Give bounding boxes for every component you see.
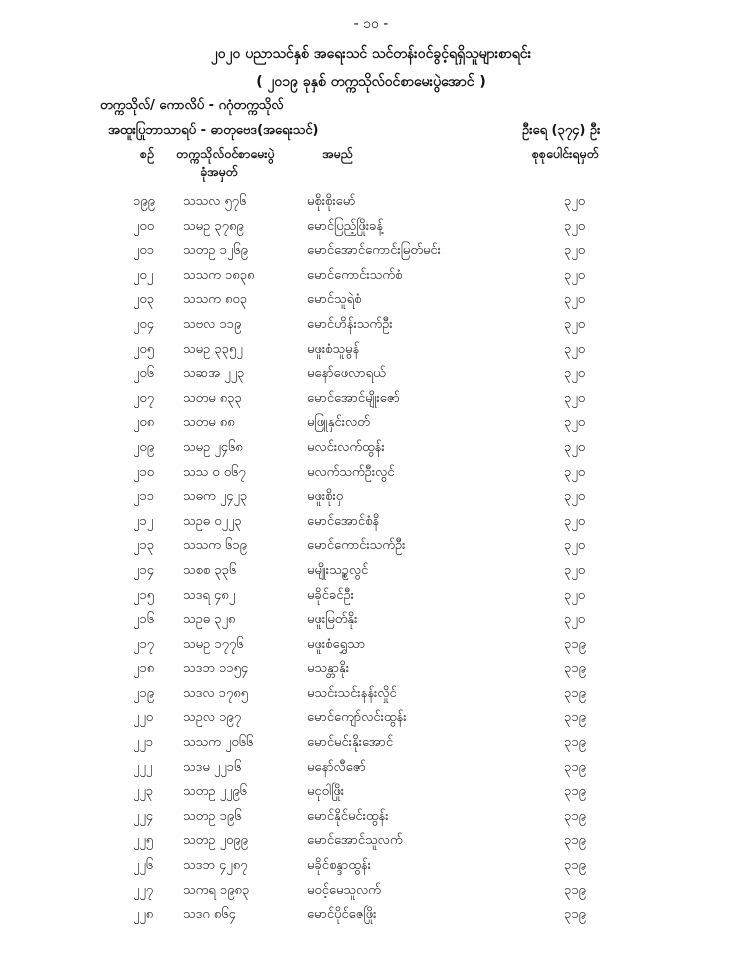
header-serial-no: စဉ် <box>140 146 154 161</box>
row-student-name: မောင်အောင်စံနိ <box>307 513 380 529</box>
document-subtitle: ( ၂၀၁၉ ခုနှစ် တက္ကသိုလ်ဝင်စာမေးပွဲအောင် ) <box>256 74 486 90</box>
row-serial-no: ၂၁၉ <box>133 685 155 701</box>
row-student-name: မောင်နိုင်မင်းထွန်း <box>307 808 389 824</box>
row-serial-no: ၂၀၃ <box>133 292 155 308</box>
row-roll-number: သတဥ ၁၉၆ <box>183 808 242 824</box>
row-total-marks: ၃၁၉ <box>564 858 586 874</box>
row-student-name: မဖူးစံရွှေသာ <box>307 636 366 652</box>
row-total-marks: ၃၁၉ <box>564 710 586 726</box>
row-roll-number: သဓက ၂၄၂၃ <box>183 489 248 505</box>
row-total-marks: ၃၂၀ <box>564 243 586 259</box>
row-serial-no: ၂၁၁ <box>133 489 155 505</box>
table-row <box>0 706 742 731</box>
header-roll-number-2: ခုံအမှတ် <box>200 164 238 179</box>
table-row <box>0 780 742 805</box>
row-roll-number: သသက ၂၀၆၆ <box>183 735 254 751</box>
row-serial-no: ၂၂၄ <box>133 808 154 824</box>
row-total-marks: ၃၂၀ <box>564 390 586 406</box>
table-row <box>0 805 742 830</box>
row-serial-no: ၂၂၀ <box>133 710 154 726</box>
table-row <box>0 756 742 781</box>
table-row <box>0 436 742 461</box>
row-roll-number: သမဥ ၃၇၈၉ <box>183 218 244 234</box>
row-serial-no: ၂၀၂ <box>133 267 154 283</box>
row-roll-number: သတမ ၈၃၃ <box>183 390 242 406</box>
table-row <box>0 608 742 633</box>
row-student-name: မဖြူနှင်းလတ် <box>307 415 370 431</box>
row-student-name: မောင်ပြည့်ဖြိုးခန့် <box>307 218 384 234</box>
row-serial-no: ၂၁၅ <box>133 587 155 603</box>
row-serial-no: ၂၀၆ <box>133 366 155 382</box>
row-roll-number: သတမ ၈၈ <box>183 415 235 431</box>
row-total-marks: ၃၂၀ <box>564 341 586 357</box>
row-total-marks: ၃၁၉ <box>564 882 586 898</box>
row-total-marks: ၃၂၀ <box>564 316 586 332</box>
row-serial-no: ၂၀၇ <box>133 390 155 406</box>
row-total-marks: ၃၁၉ <box>564 636 586 652</box>
row-serial-no: ၂၁၃ <box>133 538 155 554</box>
row-student-name: မဝင့်မေသူလက် <box>307 882 381 898</box>
row-student-name: မနော်ဖေလာရယ် <box>307 366 386 382</box>
row-student-name: မသန္တာနိုး <box>307 661 350 677</box>
row-total-marks: ၃၂၀ <box>564 366 586 382</box>
row-total-marks: ၃၂၀ <box>564 513 586 529</box>
row-student-name: မောင်ဟိန်းသက်ဦး <box>307 316 393 332</box>
table-row <box>0 362 742 387</box>
table-row <box>0 584 742 609</box>
row-student-name: မငုဝါဖြိုး <box>307 784 345 800</box>
row-serial-no: ၂၂၇ <box>133 882 154 898</box>
row-roll-number: သဒဂ ၈၆၄ <box>183 907 236 923</box>
table-row <box>0 485 742 510</box>
row-total-marks: ၃၂၀ <box>564 612 586 628</box>
header-total-marks: စုစုပေါင်းရမှတ် <box>532 146 599 161</box>
row-total-marks: ၃၁၉ <box>564 759 586 775</box>
row-roll-number: သသက ၈၀၃ <box>183 292 248 308</box>
row-serial-no: ၂၁၀ <box>133 464 155 480</box>
row-student-name: မောင်သူရဲစံ <box>307 292 362 308</box>
row-student-name: မနော်လီဇော် <box>307 759 366 775</box>
row-student-name: မစိုးစိုးမော် <box>307 194 356 209</box>
row-serial-no: ၂၁၇ <box>133 636 155 652</box>
page-number: - ၁၀ - <box>353 16 389 32</box>
table-row <box>0 682 742 707</box>
table-row <box>0 190 742 215</box>
document-title: ၂၀၂၀ ပညာသင်နှစ် အရေးသင် သင်တန်းဝင်ခွင့်ရရှိသူများစာရင်း <box>210 46 532 62</box>
row-student-name: မဖူးစိုးဝှ <box>307 489 344 505</box>
row-roll-number: သဒရ ၄၈၂ <box>183 587 236 603</box>
table-row <box>0 534 742 559</box>
row-roll-number: သဥဓ ၀၂၂၃ <box>183 513 242 529</box>
row-total-marks: ၃၁၉ <box>564 735 586 751</box>
row-total-marks: ၃၁၉ <box>564 661 586 677</box>
row-student-name: မောင်အောင်သူလက် <box>307 833 403 849</box>
row-roll-number: သဒလ ၁၇၈၅ <box>183 685 249 701</box>
table-row <box>0 288 742 313</box>
row-roll-number: သစစ ၃၃၆ <box>183 562 237 578</box>
row-student-name: မောင်ကျော်လင်းထွန်း <box>307 710 407 726</box>
row-roll-number: သသ ၀ ၀၆၇ <box>183 464 246 480</box>
row-serial-no: ၂၂၃ <box>133 784 154 800</box>
header-name: အမည် <box>322 146 353 161</box>
row-student-name: မောင်အောင်မျိုးဇော် <box>307 390 400 406</box>
table-row <box>0 633 742 658</box>
row-serial-no: ၂၀၀ <box>133 218 155 234</box>
row-roll-number: သတဥ ၂၂၉၆ <box>183 784 247 800</box>
row-roll-number: သဒဘ ၁၁၅၄ <box>183 661 249 677</box>
row-roll-number: သကရ ၁၉၈၃ <box>183 882 250 898</box>
student-list <box>0 190 742 928</box>
row-student-name: မောင်ကောင်းသက်ဦး <box>307 538 406 554</box>
row-serial-no: ၂၀၁ <box>133 243 155 259</box>
table-row <box>0 657 742 682</box>
row-roll-number: သဥဓ ၃၂၈ <box>183 612 236 628</box>
row-serial-no: ၂၁၂ <box>133 513 154 529</box>
row-total-marks: ၃၂၀ <box>564 587 586 603</box>
row-student-name: မခိုင်စန္ဒာထွန်း <box>307 858 371 874</box>
table-row <box>0 338 742 363</box>
table-row <box>0 239 742 264</box>
row-total-marks: ၃၁၉ <box>564 808 586 824</box>
row-roll-number: သသက ၁၈၃၈ <box>183 267 255 283</box>
row-serial-no: ၂၀၉ <box>133 439 155 455</box>
row-student-name: မလင်းလက်ထွန်း <box>307 439 385 455</box>
table-row <box>0 731 742 756</box>
table-row <box>0 411 742 436</box>
row-student-name: မသင်းသင်းနန်းလှိုင် <box>307 685 397 701</box>
row-student-name: မောင်ကောင်းသက်စံ <box>307 267 403 283</box>
row-student-name: မမျိုးသဥ္စလွင် <box>307 562 369 578</box>
header-roll-number: တက္ကသိုလ်ဝင်စာမေးပွဲ <box>176 146 275 161</box>
row-serial-no: ၂၁၈ <box>133 661 155 677</box>
row-serial-no: ၂၂၅ <box>133 833 154 849</box>
row-serial-no: ၂၀၄ <box>133 316 155 332</box>
row-total-marks: ၃၂၀ <box>564 194 586 209</box>
row-total-marks: ၃၁၉ <box>564 833 586 849</box>
row-serial-no: ၁၉၉ <box>133 194 155 209</box>
row-serial-no: ၂၁၄ <box>133 562 155 578</box>
row-roll-number: သဒမ ၂၂၁၆ <box>183 759 242 775</box>
row-serial-no: ၂၀၅ <box>133 341 155 357</box>
table-row <box>0 854 742 879</box>
row-student-name: မောင်မင်းနိုးအောင် <box>307 735 394 751</box>
row-roll-number: သတဥ ၁၂၆၉ <box>183 243 248 259</box>
table-row <box>0 313 742 338</box>
row-roll-number: သသလ ၅၇၆ <box>183 194 247 209</box>
row-total-marks: ၃၂၀ <box>564 439 586 455</box>
row-serial-no: ၂၂၆ <box>133 858 154 874</box>
row-total-marks: ၃၁၉ <box>564 784 586 800</box>
row-student-name: မဖူးစံသူမွန် <box>307 341 360 357</box>
table-row <box>0 264 742 289</box>
row-student-name: မခိုင်ခင်ဦး <box>307 587 354 603</box>
major-line: အထူးပြုဘာသာရပ် - ဓာတုဗေဒ(အရေးသင်) <box>108 123 319 138</box>
row-student-name: မလက်သက်ဦးလွင် <box>307 464 395 480</box>
table-row <box>0 215 742 240</box>
table-row <box>0 461 742 486</box>
row-total-marks: ၃၂၀ <box>564 464 586 480</box>
table-row <box>0 903 742 928</box>
row-total-marks: ၃၂၀ <box>564 538 586 554</box>
table-row <box>0 829 742 854</box>
row-student-name: မောင်ပိုင်ဇေဖြိုး <box>307 907 377 923</box>
row-roll-number: သမဥ ၂၄၆၈ <box>183 439 243 455</box>
row-total-marks: ၃၂၀ <box>564 489 586 505</box>
row-total-marks: ၃၂၀ <box>564 218 586 234</box>
row-total-marks: ၃၂၀ <box>564 562 586 578</box>
row-total-marks: ၃၂၀ <box>564 415 586 431</box>
table-row <box>0 510 742 535</box>
row-roll-number: သမဥ ၁၇၇၆ <box>183 636 244 652</box>
row-total-marks: ၃၂၀ <box>564 267 586 283</box>
row-roll-number: သမဥ ၃၃၅၂ <box>183 341 243 357</box>
row-total-marks: ၃၁၉ <box>564 907 586 923</box>
row-roll-number: သတဥ ၂၀၉၉ <box>183 833 248 849</box>
table-row <box>0 879 742 904</box>
row-roll-number: သဥလ ၁၉၇ <box>183 710 242 726</box>
table-row <box>0 387 742 412</box>
row-serial-no: ၂၀၈ <box>133 415 155 431</box>
row-serial-no: ၂၂၁ <box>133 735 154 751</box>
row-roll-number: သဒဘ ၄၂၈၇ <box>183 858 248 874</box>
row-roll-number: သဗလ ၁၁၉ <box>183 316 242 332</box>
row-student-name: မဖူးမြတ်နိုး <box>307 612 358 628</box>
row-serial-no: ၂၂၂ <box>133 759 153 775</box>
row-total-marks: ၃၁၉ <box>564 685 586 701</box>
row-roll-number: သသက ၆၁၉ <box>183 538 247 554</box>
table-row <box>0 559 742 584</box>
row-roll-number: သဆအ ၂၂၃ <box>183 366 245 382</box>
row-serial-no: ၂၁၆ <box>133 612 155 628</box>
row-total-marks: ၃၂၀ <box>564 292 586 308</box>
row-student-name: မောင်အောင်ကောင်းမြတ်မင်း <box>307 243 441 259</box>
total-count-line: ဦးရေ (၃၇၄) ဦး <box>522 123 601 138</box>
row-serial-no: ၂၂၈ <box>133 907 154 923</box>
university-line: တက္ကသိုလ်/ ကောလိပ် - ဂဂုံတက္ကသိုလ် <box>100 98 284 113</box>
